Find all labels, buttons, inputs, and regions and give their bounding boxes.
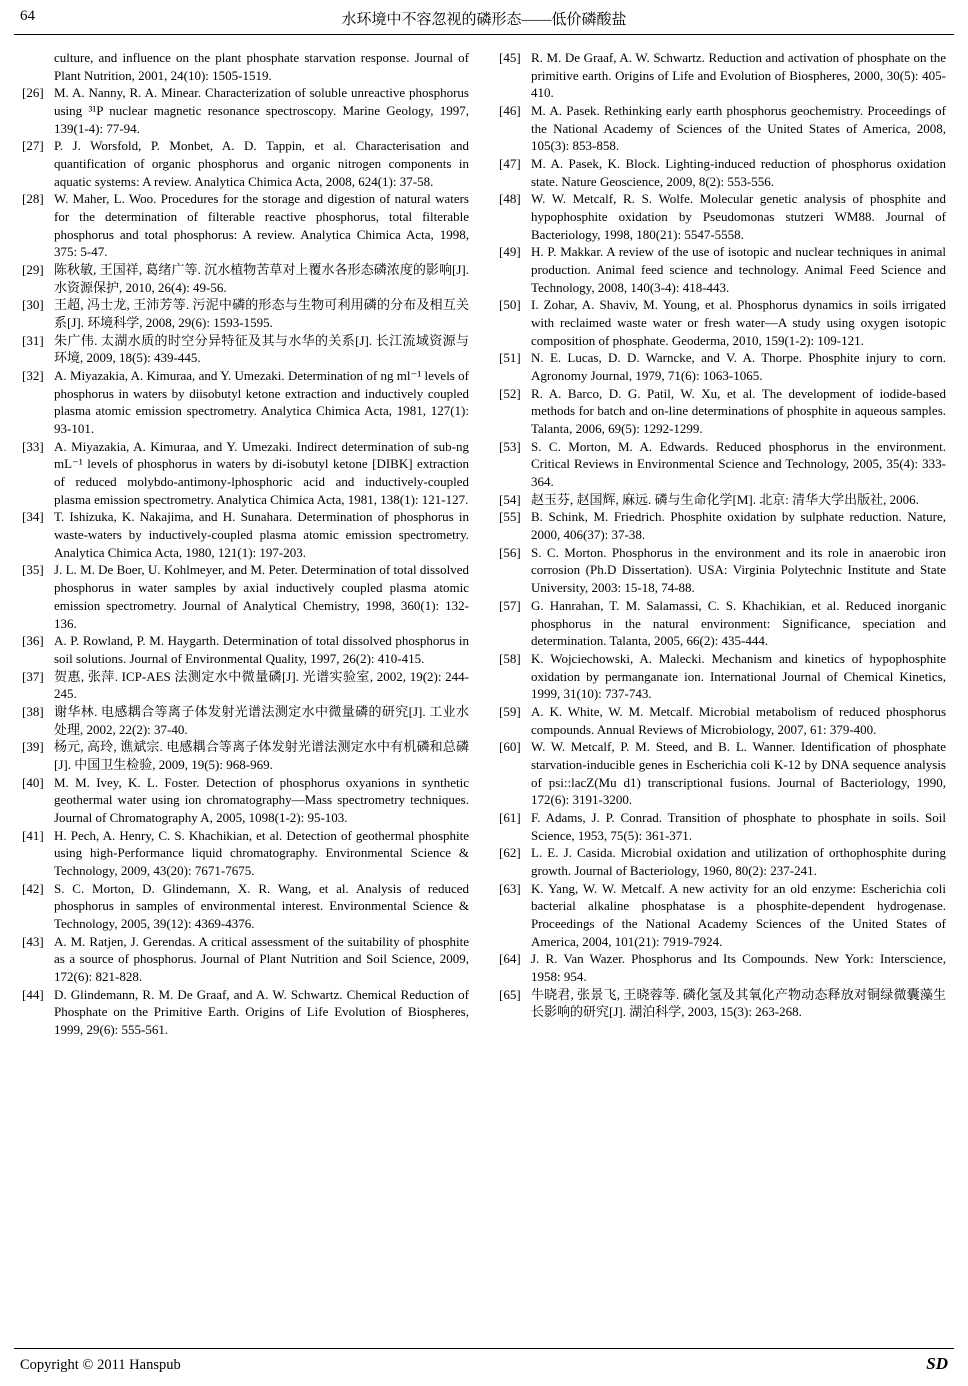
reference-item [499,102,946,155]
reference-number: [61] [499,809,521,825]
reference-number: [63] [499,880,521,896]
reference-item [499,296,946,349]
footer-row [14,1354,954,1374]
reference-item [499,385,946,438]
reference-number: [42] [22,880,44,896]
reference-item [499,844,946,879]
reference-item [499,155,946,190]
reference-item [499,49,946,102]
reference-text: 牛晓君, 张景飞, 王晓蓉等. 磷化氢及其氧化产物动态释放对铜绿微囊藻生长影响的研究[J]. 湖泊科学, 2003, 15(3): 263-268. [531,986,946,1020]
reference-item [499,986,946,1021]
reference-item [22,508,469,561]
reference-item [499,438,946,491]
reference-item [499,243,946,296]
reference-number: [62] [499,845,521,861]
reference-text: 朱广伟. 太湖水质的时空分异特征及其与水华的关系[J]. 长江流域资源与环境, 2009, 18(5): 439-445. [54,332,469,366]
references-section [14,35,954,1348]
reference-item [499,650,946,703]
reference-number: [30] [22,297,44,313]
reference-text: D. Glindemann, R. M. De Graaf, and A. W. Schwartz. Chemical Reduction of Phosphate on the Primitive Earth. Origins of Life Evolution of Biospheres, 1999, 29(6): 555-561. [54,986,469,1037]
reference-item [22,49,469,84]
reference-number: [60] [499,739,521,755]
reference-text: H. P. Makkar. A review of the use of isotopic and nuclear techniques in animal production. Animal feed science and technology. Animal Feed Science and Technology, 2008, 140(3-4): 418-443. [531,244,946,295]
reference-text: K. Yang, W. W. Metcalf. A new activity for an old enzyme: Escherichia coli bacterial alkaline phosphatase is a phosphite-dependent hydrogenase. Proceedings of the National Academy Sciences of the United States of America, 2004, 101(21): 7919-7924. [531,880,946,949]
reference-item [499,703,946,738]
reference-item [499,738,946,809]
reference-number: [53] [499,438,521,454]
reference-number: [54] [499,491,521,507]
reference-text: F. Adams, J. P. Conrad. Transition of phosphate to phosphate in soils. Soil Science, 1953, 75(5): 361-371. [531,809,946,843]
reference-number: [59] [499,703,521,719]
reference-item [22,738,469,773]
reference-number: [56] [499,544,521,560]
reference-text: M. M. Ivey, K. L. Foster. Detection of phosphorus oxyanions in synthetic geothermal water using ion chromatography—Mass spectrometry techniques. Journal of Chromatography A, 2005, 1098(1-2): 95-103. [54,774,469,825]
reference-text: A. P. Rowland, P. M. Haygarth. Determination of total dissolved phosphorus in soil solutions. Journal of Environmental Quality, 1997, 26(2): 410-415. [54,633,469,666]
reference-number: [31] [22,332,44,348]
reference-item [22,367,469,438]
reference-text: K. Wojciechowski, A. Malecki. Mechanism and kinetics of hypophosphite oxidation by permanganate ion. International Journal of Chemical Kinetics, 1999, 31(10): 737-743. [531,650,946,702]
reference-text: I. Zohar, A. Shaviv, M. Young, et al. Phosphorus dynamics in soils irrigated with reclaimed waste water or fresh water—A study using oxygen isotopic composition of phosphate. Geoderma, 2010, 159(1-2): 109-121. [531,297,946,348]
reference-text: G. Hanrahan, T. M. Salamassi, C. S. Khachikian, et al. Reduced inorganic phosphorus in the natural environment: Significance, speciation and determination. Talanta, 2005, 66(2): 435-444. [531,597,946,649]
reference-item [22,137,469,190]
reference-item [499,508,946,543]
reference-text: 陈秋敏, 王国祥, 葛绪广等. 沉水植物苦草对上覆水各形态磷浓度的影响[J]. 水资源保护, 2010, 26(4): 49-56. [54,262,469,295]
reference-text: P. J. Worsfold, P. Monbet, A. D. Tappin, et al. Characterisation and quantification of organic phosphorus and organic nitrogen components in aquatic systems: A review. Analytica Chimica Acta, 2008, 624(1): 37-58. [54,138,469,189]
reference-item [499,597,946,650]
reference-text: R. M. De Graaf, A. W. Schwartz. Reduction and activation of phosphate on the primitive earth. Origins of Life and Evolution of Biospheres, 2000, 30(5): 405-410. [531,50,946,101]
reference-item [22,880,469,933]
journal-logo: SD [926,1354,948,1373]
reference-item [22,933,469,986]
reference-text: A. K. White, W. M. Metcalf. Microbial metabolism of reduced phosphorus compounds. Annual Reviews of Microbiology, 2007, 61: 379-400. [531,703,946,737]
reference-number: [29] [22,262,44,278]
reference-number: [52] [499,385,521,401]
reference-item [22,261,469,296]
page-header [14,8,954,30]
reference-text: 贺惠, 张萍. ICP-AES 法测定水中微量磷[J]. 光谱实验室, 2002, 19(2): 244-245. [54,668,469,702]
reference-number: [55] [499,509,521,525]
reference-item [22,561,469,632]
reference-number: [57] [499,597,521,613]
reference-number: [32] [22,368,44,384]
running-title: 水环境中不容忽视的磷形态——低价磷酸盐 [341,12,627,28]
reference-number: [41] [22,827,44,843]
reference-number: [26] [22,85,44,101]
reference-item [22,632,469,667]
reference-text: J. L. M. De Boer, U. Kohlmeyer, and M. Peter. Determination of total dissolved phosphorus in water samples by axial inductively coupled plasma atomic emission spectrometry. Journal of Analytical Chemistry, 1998, 360(1): 132-136. [54,562,469,631]
reference-number: [48] [499,191,521,207]
reference-text: T. Ishizuka, K. Nakajima, and H. Sunahara. Determination of phosphorus in waste-waters by inductively-coupled plasma atomic emission spectrometry. Analytica Chimica Acta, 1980, 121(1): 197-203. [54,509,469,560]
reference-number: [50] [499,297,521,313]
reference-text: culture, and influence on the plant phosphate starvation response. Journal of Plant Nutrition, 2001, 24(10): 1505-1519. [54,50,469,83]
references-column-right [499,49,946,1021]
reference-number: [44] [22,986,44,1002]
reference-text: 杨元, 高玲, 谯斌宗. 电感耦合等离子体发射光谱法测定水中有机磷和总磷[J]. 中国卫生检验, 2009, 19(5): 968-969. [54,739,469,772]
reference-number: [49] [499,244,521,260]
reference-item [22,296,469,331]
reference-item [22,84,469,137]
reference-number: [40] [22,774,44,790]
reference-number: [28] [22,191,44,207]
reference-item [22,668,469,703]
reference-item [499,544,946,597]
reference-text: A. Miyazakia, A. Kimuraa, and Y. Umezaki. Determination of ng ml⁻¹ levels of phosphorus in waters by diisobutyl ketone extraction and inductively coupled plasma atomic emission spectrometry. Analytica Chimica Acta, 1981, 127(1): 93-101. [54,368,469,437]
reference-item [22,774,469,827]
reference-number: [35] [22,562,44,578]
reference-text: J. R. Van Wazer. Phosphorus and Its Compounds. New York: Interscience, 1958: 954. [531,951,946,984]
reference-text: S. C. Morton, M. A. Edwards. Reduced phosphorus in the environment. Critical Reviews in Environmental Science and Technology, 2005, 35(4): 333-364. [531,438,946,490]
reference-number: [36] [22,633,44,649]
reference-number: [27] [22,138,44,154]
reference-item [499,190,946,243]
reference-text: B. Schink, M. Friedrich. Phosphite oxidation by sulphate reduction. Nature, 2000, 406(37): 37-38. [531,509,946,543]
reference-number: [39] [22,739,44,755]
reference-item [22,986,469,1039]
reference-text: 王超, 冯士龙, 王沛芳等. 污泥中磷的形态与生物可利用磷的分布及相互关系[J]. 环境科学, 2008, 29(6): 1593-1595. [54,297,469,331]
reference-text: L. E. J. Casida. Microbial oxidation and utilization of orthophosphite during growth. Journal of Bacteriology, 1960, 80(2): 237-241. [531,845,946,878]
reference-number: [43] [22,933,44,949]
reference-item [499,349,946,384]
reference-text: M. A. Pasek. Rethinking early earth phosphorus geochemistry. Proceedings of the National Academy of Sciences of the United States of America, 2008, 105(3): 853-858. [531,103,946,154]
reference-number: [51] [499,350,521,366]
reference-number [22,49,54,84]
reference-item [22,190,469,261]
reference-text: M. A. Nanny, R. A. Minear. Characterization of soluble unreactive phosphorus using ³¹P nuclear magnetic resonance spectroscopy. Marine Geology, 1997, 139(1-4): 77-94. [54,85,469,136]
reference-text: H. Pech, A. Henry, C. S. Khachikian, et al. Detection of geothermal phosphite using high-Performance liquid chromatography. Environmental Science & Technology, 2009, 43(20): 7671-7675. [54,827,469,878]
reference-text: W. W. Metcalf, P. M. Steed, and B. L. Wanner. Identification of phosphate starvation-inducible genes in Escherichia coli K-12 by DNA sequence analysis of psi::lacZ(Mu d1) transcriptional fusions. Journal of Bacteriology, 1990, 172(6): 3191-3200. [531,739,946,808]
reference-text: W. W. Metcalf, R. S. Wolfe. Molecular genetic analysis of phosphite and hypophosphite oxidation by Pseudomonas stutzeri WM88. Journal of Bacteriology, 1998, 180(21): 5547-5558. [531,191,946,242]
reference-number: [64] [499,951,521,967]
reference-text: 谢华林. 电感耦合等离子体发射光谱法测定水中微量磷的研究[J]. 工业水处理, 2002, 22(2): 37-40. [54,703,469,737]
copyright-text: Copyright © 2011 Hanspub [20,1357,181,1373]
reference-item [499,491,946,509]
reference-text: 赵玉芬, 赵国辉, 麻远. 磷与生命化学[M]. 北京: 清华大学出版社, 2006. [531,491,919,507]
reference-number: [45] [499,50,521,65]
reference-text: S. C. Morton. Phosphorus in the environment and its role in anaerobic iron corrosion (Ph.D Dissertation). USA: Virginia Polytechnic Institute and State University, 2003: 15-18, 74-88. [531,544,946,596]
page-footer [14,1348,954,1374]
reference-text: A. Miyazakia, A. Kimuraa, and Y. Umezaki. Indirect determination of sub-ng mL⁻¹ levels of phosphorus in waters by di-isobutyl ketone [DIBK] extraction of reduced molybdo-antimony-lphosphoric acid and inductively-coupled plasma emission spectrometry. Analytica Chimica Acta, 1981, 138(1): 121-127. [54,438,469,507]
footer-divider [14,1348,954,1349]
reference-text: R. A. Barco, D. G. Patil, W. Xu, et al. The development of iodide-based methods for batch and on-line determinations of phosphite in aqueous samples. Talanta, 2006, 69(5): 1292-1299. [531,385,946,437]
reference-number: [37] [22,668,44,684]
reference-number: [34] [22,509,44,525]
reference-text: A. M. Ratjen, J. Gerendas. A critical assessment of the suitability of phosphite as a source of phosphorus. Journal of Plant Nutrition and Soil Science, 2009, 172(6): 821-828. [54,933,469,984]
references-column-left [22,49,469,1039]
reference-item [22,332,469,367]
reference-number: [58] [499,650,521,666]
reference-item [22,703,469,738]
reference-number: [38] [22,703,44,719]
reference-text: W. Maher, L. Woo. Procedures for the storage and digestion of natural waters for the determination of filterable reactive phosphorus, total filterable phosphorus and total phosphorus: A review. Analytica Chimica Acta, 1998, 375: 5-47. [54,191,469,260]
reference-item [499,950,946,985]
reference-number: [33] [22,438,44,454]
reference-text: S. C. Morton, D. Glindemann, X. R. Wang, et al. Analysis of reduced phosphorus in samples of environmental interest. Environmental Science & Technology, 2005, 39(12): 4369-4376. [54,880,469,931]
reference-text: N. E. Lucas, D. D. Warncke, and V. A. Thorpe. Phosphite injury to corn. Agronomy Journal, 1979, 71(6): 1063-1065. [531,350,946,384]
reference-item [22,438,469,509]
reference-item [499,880,946,951]
reference-item [499,809,946,844]
reference-number: [46] [499,103,521,119]
page-number: 64 [20,8,35,24]
reference-number: [65] [499,986,521,1002]
reference-text: M. A. Pasek, K. Block. Lighting-induced reduction of phosphorus oxidation state. Nature Geoscience, 2009, 8(2): 553-556. [531,156,946,189]
reference-number: [47] [499,156,521,172]
reference-item [22,827,469,880]
